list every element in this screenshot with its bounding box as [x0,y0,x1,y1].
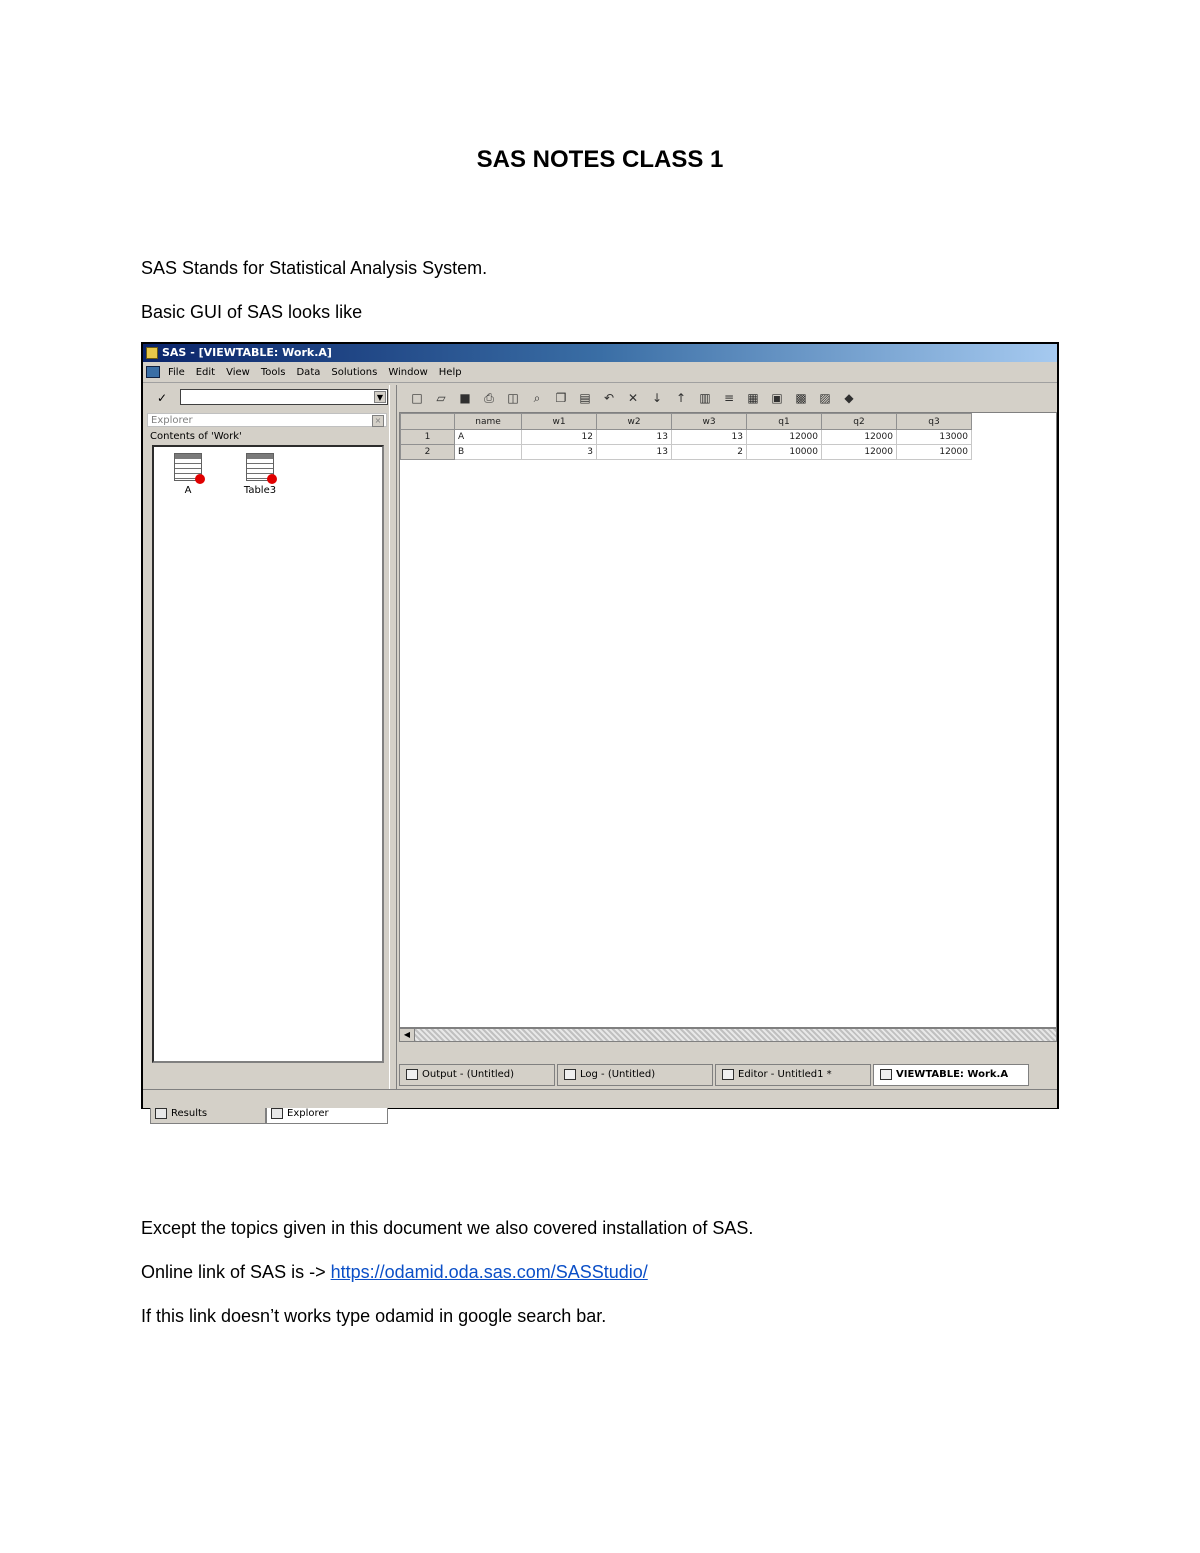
column-header[interactable]: q1 [747,414,822,430]
paragraph-definition: SAS Stands for Statistical Analysis System. [141,258,488,278]
table-cell[interactable]: 13 [597,445,672,460]
explorer-contents-label: Contents of 'Work' [150,431,242,442]
explorer-icon [271,1108,283,1119]
explorer-header [147,413,387,427]
dataset-table-icon [174,453,202,481]
menu-data[interactable]: Data [296,366,321,378]
dataset-label: A [184,485,192,496]
find-icon[interactable]: ⌕ [533,391,541,405]
viewtable-grid [399,412,1057,1028]
tab-viewtable-label: VIEWTABLE: Work.A [896,1069,1009,1080]
right-pane [397,385,1057,1091]
table-row [401,445,972,460]
explorer-header-label: Explorer [151,415,193,426]
window-tabs [397,1062,1057,1088]
tab-editor-label: Editor - Untitled1 * [738,1069,832,1080]
delete-icon[interactable]: ✕ [627,391,639,405]
horizontal-scrollbar[interactable] [399,1028,1057,1042]
explorer-body [152,445,384,1063]
document-title: SAS NOTES CLASS 1 [476,146,724,173]
paragraph-installation: Except the topics given in this document we also covered installation of SAS. [141,1218,754,1238]
tab-editor[interactable] [715,1064,871,1086]
table-cell[interactable]: 12 [522,430,597,445]
output-icon [406,1069,418,1080]
table-row [401,430,972,445]
table-cell[interactable]: 12000 [822,445,897,460]
graph-icon[interactable]: ▨ [819,391,831,405]
menu-window[interactable]: Window [388,366,428,378]
column-header[interactable]: w2 [597,414,672,430]
table-cell[interactable]: 12000 [747,430,822,445]
sas-app-icon [146,347,158,359]
close-icon[interactable]: × [372,415,384,427]
checkmark-icon[interactable]: ✓ [156,391,168,405]
tab-log[interactable] [557,1064,713,1086]
table-cell[interactable]: 13 [597,430,672,445]
viewtable-icon [880,1069,892,1080]
column-header[interactable]: w3 [672,414,747,430]
table-view-icon[interactable]: ▩ [795,391,807,405]
column-header [401,414,455,430]
scroll-left-icon[interactable]: ◀ [400,1029,415,1041]
viewtable-toolbar [397,387,1057,409]
open-icon[interactable]: ▱ [436,391,446,405]
table-cell[interactable]: 3 [522,445,597,460]
pane-splitter[interactable] [389,385,397,1091]
table-cell[interactable]: 13 [672,430,747,445]
tab-output[interactable] [399,1064,555,1086]
column-header[interactable]: name [455,414,522,430]
sas-menubar [143,362,1057,383]
command-input[interactable] [180,389,388,405]
menu-view[interactable]: View [226,366,250,378]
menu-tools[interactable]: Tools [260,366,286,378]
table-cell[interactable]: 12000 [897,445,972,460]
paragraph-online-link [141,1262,648,1283]
sort-descending-icon[interactable]: ↑ [675,391,687,405]
paste-icon[interactable]: ▤ [579,391,591,405]
left-pane [145,385,389,1119]
sas-window-title: SAS - [VIEWTABLE: Work.A] [162,346,332,359]
undo-icon[interactable]: ↶ [603,391,615,405]
table-cell[interactable]: 10000 [747,445,822,460]
table-icon[interactable]: ▦ [747,391,759,405]
sort-ascending-icon[interactable]: ↓ [651,391,663,405]
editor-icon [722,1069,734,1080]
menu-help[interactable]: Help [438,366,462,378]
dropdown-arrow-icon[interactable]: ▼ [374,391,386,403]
form-view-icon[interactable]: ▣ [771,391,783,405]
dataset-item[interactable] [240,453,280,496]
tab-output-label: Output - (Untitled) [422,1069,515,1080]
table-cell[interactable]: 2 [672,445,747,460]
viewtable-data-table [400,413,972,460]
row-icon[interactable]: ≡ [723,391,735,405]
save-icon[interactable]: ■ [459,391,471,405]
menu-file[interactable]: File [168,366,185,378]
paragraph-gui-intro: Basic GUI of SAS looks like [141,302,363,322]
sas-studio-link[interactable]: https://odamid.oda.sas.com/SASStudio/ [330,1262,648,1282]
results-icon [155,1108,167,1119]
document-icon [146,366,160,378]
column-header[interactable]: w1 [522,414,597,430]
table-cell[interactable]: B [455,445,522,460]
row-number[interactable]: 2 [401,445,455,460]
print-icon[interactable]: ⎙ [484,391,494,405]
copy-icon[interactable]: ❐ [555,391,567,405]
column-header[interactable]: q2 [822,414,897,430]
online-link-prefix: Online link of SAS is -> [141,1262,331,1282]
log-icon [564,1069,576,1080]
dataset-item[interactable] [168,453,208,496]
paragraph-odamid-tip: If this link doesn’t works type odamid in google search bar. [141,1306,607,1326]
menu-solutions[interactable]: Solutions [331,366,378,378]
help-icon[interactable]: ◆ [844,391,854,405]
new-icon[interactable]: □ [411,391,423,405]
sas-window-screenshot [141,342,1059,1119]
column-icon[interactable]: ▥ [699,391,711,405]
column-header[interactable]: q3 [897,414,972,430]
print-preview-icon[interactable]: ◫ [507,391,519,405]
tab-log-label: Log - (Untitled) [580,1069,656,1080]
header-row [401,414,972,430]
table-cell[interactable]: 13000 [897,430,972,445]
menu-edit[interactable]: Edit [195,366,216,378]
dataset-label: Table3 [243,485,277,496]
tab-results-label: Results [171,1108,208,1119]
status-bar [143,1089,1057,1108]
row-number[interactable]: 1 [401,430,455,445]
table-cell[interactable]: 12000 [822,430,897,445]
tab-explorer-label: Explorer [287,1108,329,1119]
sas-titlebar [143,344,1057,362]
command-bar [147,387,387,407]
tab-viewtable[interactable] [873,1064,1029,1086]
table-cell[interactable]: A [455,430,522,445]
dataset-table-icon [246,453,274,481]
